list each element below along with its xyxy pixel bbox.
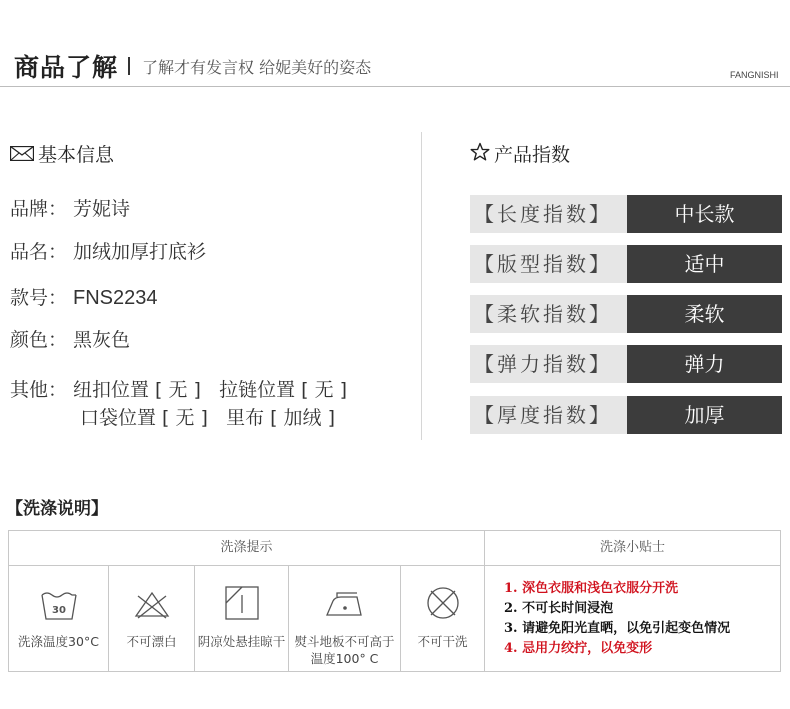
other-label: 其他：	[10, 379, 68, 401]
index-row-elasticity	[470, 345, 782, 383]
index-row-thickness	[470, 396, 782, 434]
index-label: 【弹力指数】	[470, 345, 627, 383]
wash-symbol-label: 熨斗地板不可高于温度100° C	[294, 634, 395, 666]
washing-table	[8, 530, 781, 672]
index-label: 【长度指数】	[470, 195, 627, 233]
index-label: 【版型指数】	[470, 245, 627, 283]
index-value: 中长款	[627, 195, 782, 233]
wash-symbol-label: 阴凉处悬挂晾干	[197, 634, 286, 649]
brand-value: 芳妮诗	[73, 198, 131, 220]
info-other-row	[10, 375, 347, 402]
other-line2: 口袋位置 [ 无 ] 里布 [ 加绒 ]	[80, 407, 336, 429]
index-row-length	[470, 195, 782, 233]
model-value: FNS2234	[73, 287, 158, 309]
color-label: 颜色：	[10, 329, 68, 351]
basic-info-heading: 基本信息	[38, 144, 115, 166]
wash-symbol-label: 不可漂白	[126, 634, 177, 649]
header-divider	[0, 86, 790, 87]
column-divider	[421, 132, 422, 440]
wash-30-icon	[39, 589, 79, 623]
brand-mark: FANGNISHI	[730, 70, 779, 80]
name-value: 加绒加厚打底衫	[73, 241, 207, 263]
wash-symbol-cell	[9, 565, 109, 671]
color-value: 黑灰色	[73, 329, 131, 351]
shade-hang-dry-icon	[224, 585, 260, 621]
wash-tip: 3. 请避免阳光直晒，以免引起变色情况	[504, 621, 731, 636]
info-name-row	[10, 237, 206, 264]
index-label: 【厚度指数】	[470, 396, 627, 434]
wash-tips-list	[504, 579, 730, 659]
wash-symbol-label: 洗涤温度30°C	[18, 634, 99, 649]
wash-symbol-cell	[289, 565, 401, 671]
index-row-softness	[470, 295, 782, 333]
product-index-heading: 产品指数	[494, 144, 571, 166]
brand-label: 品牌：	[10, 198, 68, 220]
index-value: 适中	[627, 245, 782, 283]
index-value: 柔软	[627, 295, 782, 333]
wash-symbol-cell	[195, 565, 289, 671]
wash-symbol-cell	[109, 565, 195, 671]
no-dry-clean-icon	[425, 585, 461, 621]
star-icon	[470, 142, 490, 162]
info-color-row	[10, 325, 130, 352]
wash-hint-header: 洗涤提示	[9, 531, 485, 566]
washing-title: 【洗涤说明】	[6, 499, 108, 519]
index-value: 加厚	[627, 396, 782, 434]
model-label: 款号：	[10, 287, 68, 309]
other-line1: 纽扣位置 [ 无 ] 拉链位置 [ 无 ]	[73, 379, 348, 401]
title-divider	[128, 57, 130, 75]
index-value: 弹力	[627, 345, 782, 383]
envelope-icon	[10, 146, 34, 161]
wash-tips-header: 洗涤小贴士	[485, 531, 780, 566]
name-label: 品名：	[10, 241, 68, 263]
index-label: 【柔软指数】	[470, 295, 627, 333]
no-bleach-icon	[133, 589, 171, 619]
wash-tip: 2. 不可长时间浸泡	[504, 601, 614, 616]
wash-tip: 1. 深色衣服和浅色衣服分开洗	[504, 581, 679, 596]
index-row-fit	[470, 245, 782, 283]
wash-symbol-label: 不可干洗	[417, 634, 468, 649]
info-model-row	[10, 283, 158, 310]
wash-symbol-cell	[401, 565, 485, 671]
wash-temp-text: 30	[51, 605, 66, 616]
info-brand-row	[10, 194, 130, 221]
wash-tip: 4. 忌用力绞拧，以免变形	[504, 641, 653, 656]
page-subtitle: 了解才有发言权 给妮美好的姿态	[142, 58, 372, 77]
page-title: 商品了解	[14, 53, 119, 82]
iron-icon	[323, 589, 367, 621]
